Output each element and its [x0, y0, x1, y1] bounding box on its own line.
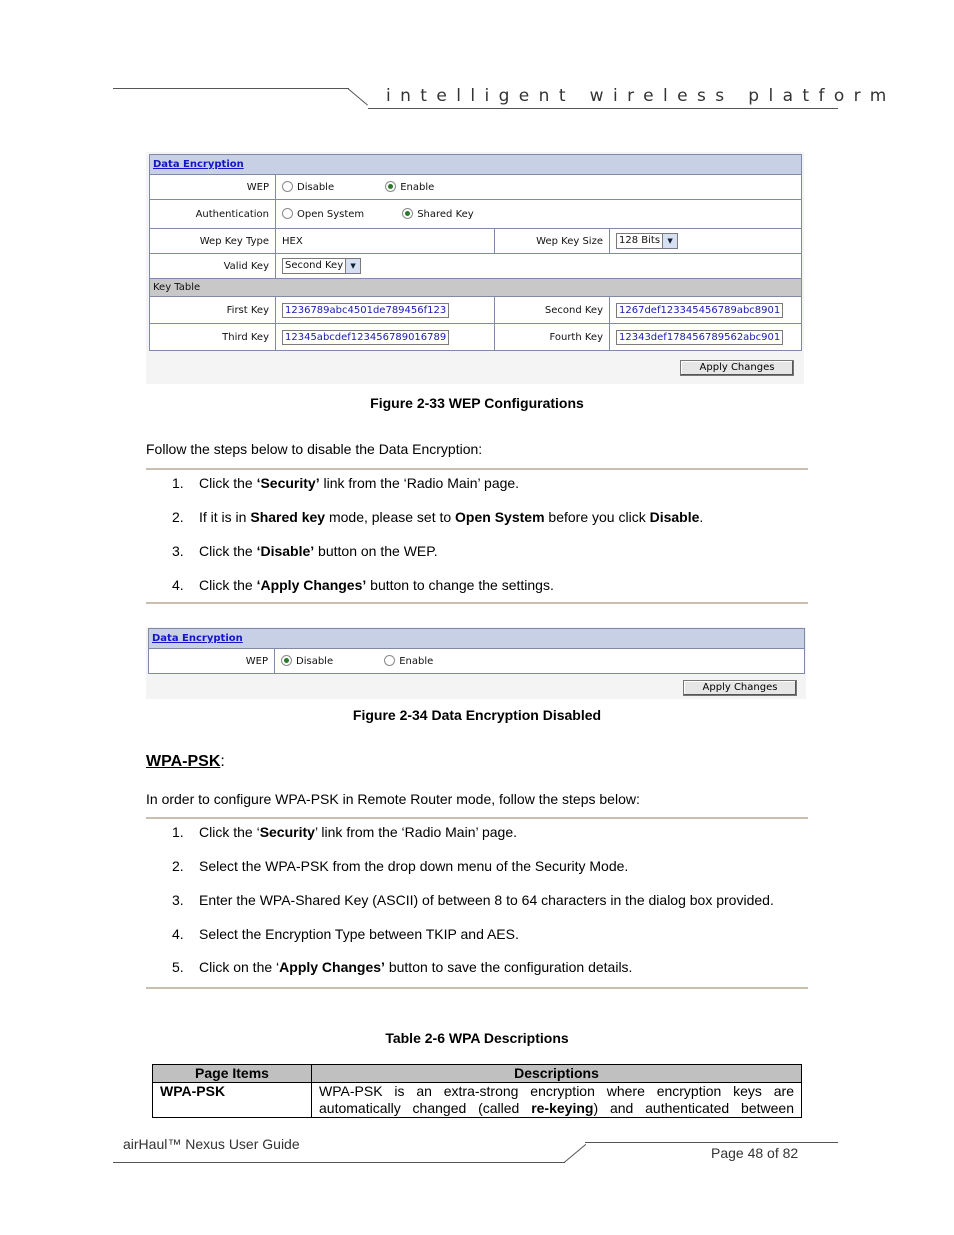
table-row: [153, 1083, 802, 1118]
wep-key-type-value: HEX: [276, 229, 495, 254]
divider: [146, 817, 808, 819]
radio-on-icon: [281, 655, 292, 666]
wep-key-type-label: Wep Key Type: [150, 229, 276, 254]
chevron-down-icon: ▼: [662, 234, 677, 248]
radio-off-icon: [282, 208, 293, 219]
fourth-key-input[interactable]: 12343def178456789562abc901: [616, 330, 783, 345]
wep-enable-radio[interactable]: Enable: [385, 181, 434, 193]
valid-key-select[interactable]: Second Key ▼: [282, 258, 361, 274]
apply-changes-button[interactable]: Apply Changes: [680, 360, 794, 376]
wpa-descriptions-table: [152, 1064, 802, 1118]
third-key-label: Third Key: [150, 324, 276, 351]
list-item: 1. Click the ‘Security’ link from the ‘Radio Main’ page.: [172, 824, 517, 840]
auth-open-system-radio[interactable]: Open System: [282, 208, 399, 220]
divider: [146, 987, 808, 989]
table-cell-description: WPA-PSK is an extra-strong encryption where encryption keys are automatically changed (called re-keying) and authenticated between: [312, 1083, 802, 1118]
divider: [146, 468, 808, 470]
second-key-label: Second Key: [495, 297, 610, 324]
list-item: 2. Select the WPA-PSK from the drop down menu of the Security Mode.: [172, 858, 629, 874]
list-item: 3. Click the ‘Disable’ button on the WEP.: [172, 543, 438, 559]
apply-changes-button[interactable]: Apply Changes: [683, 680, 797, 696]
radio-off-icon: [282, 181, 293, 192]
list-item: 2. If it is in Shared key mode, please set to Open System before you click Disable.: [172, 509, 704, 525]
wep-disable-radio[interactable]: Disable: [281, 655, 381, 667]
third-key-input[interactable]: 12345abcdef123456789016789: [282, 330, 449, 345]
disable-intro: Follow the steps below to disable the Data Encryption:: [146, 441, 483, 457]
table-header-descriptions: Descriptions: [312, 1065, 802, 1083]
list-item: 4. Select the Encryption Type between TKIP and AES.: [172, 926, 519, 942]
fourth-key-label: Fourth Key: [495, 324, 610, 351]
wep-config-panel: [146, 152, 804, 384]
header-rule-slant: [347, 88, 368, 105]
second-key-input[interactable]: 1267def123345456789abc8901: [616, 303, 783, 318]
header-rule-right: [368, 108, 838, 109]
key-table-label: Key Table: [150, 279, 802, 297]
first-key-label: First Key: [150, 297, 276, 324]
table-header-page-items: Page Items: [153, 1065, 312, 1083]
wpa-psk-heading: WPA-PSK:: [146, 753, 225, 770]
radio-on-icon: [402, 208, 413, 219]
wep-label: WEP: [150, 175, 276, 200]
footer-page-number: Page 48 of 82: [711, 1145, 799, 1161]
wpa-steps-list: [172, 824, 774, 993]
wep-key-size-select[interactable]: 128 Bits ▼: [616, 233, 678, 249]
first-key-input[interactable]: 1236789abc4501de789456f123: [282, 303, 449, 318]
wep-key-size-label: Wep Key Size: [495, 229, 610, 254]
list-item: 4. Click the ‘Apply Changes’ button to change the settings.: [172, 577, 554, 593]
data-encryption-disabled-panel: [146, 627, 806, 699]
disable-steps-list: [172, 475, 703, 611]
header-tagline: intelligent wireless platform: [386, 86, 896, 106]
data-encryption-link[interactable]: Data Encryption: [152, 633, 243, 644]
wpa-intro: In order to configure WPA-PSK in Remote Router mode, follow the steps below:: [146, 791, 640, 807]
footer-rule-right: [585, 1142, 838, 1143]
figure-2-34-caption: Figure 2-34 Data Encryption Disabled: [352, 707, 602, 723]
footer-rule-left: [113, 1162, 565, 1163]
wep-enable-radio[interactable]: Enable: [384, 655, 433, 667]
wep-disable-radio[interactable]: Disable: [282, 181, 382, 193]
footer-guide-title: airHaul™ Nexus User Guide: [123, 1136, 300, 1152]
radio-off-icon: [384, 655, 395, 666]
table-cell-item: WPA-PSK: [153, 1083, 312, 1118]
authentication-label: Authentication: [150, 200, 276, 229]
valid-key-label: Valid Key: [150, 254, 276, 279]
chevron-down-icon: ▼: [345, 259, 360, 273]
header-rule-left: [113, 88, 349, 89]
footer-rule-slant: [564, 1144, 586, 1163]
radio-on-icon: [385, 181, 396, 192]
divider: [146, 602, 808, 604]
wep-label: WEP: [149, 649, 275, 674]
auth-shared-key-radio[interactable]: Shared Key: [402, 208, 474, 220]
list-item: 5. Click on the ‘Apply Changes’ button to save the configuration details.: [172, 959, 633, 975]
figure-2-33-caption: Figure 2-33 WEP Configurations: [370, 395, 584, 411]
data-encryption-link[interactable]: Data Encryption: [153, 159, 244, 170]
table-2-6-caption: Table 2-6 WPA Descriptions: [385, 1030, 569, 1046]
list-item: 1. Click the ‘Security’ link from the ‘Radio Main’ page.: [172, 475, 520, 491]
list-item: 3. Enter the WPA-Shared Key (ASCII) of between 8 to 64 characters in the dialog box provided.: [172, 892, 774, 908]
